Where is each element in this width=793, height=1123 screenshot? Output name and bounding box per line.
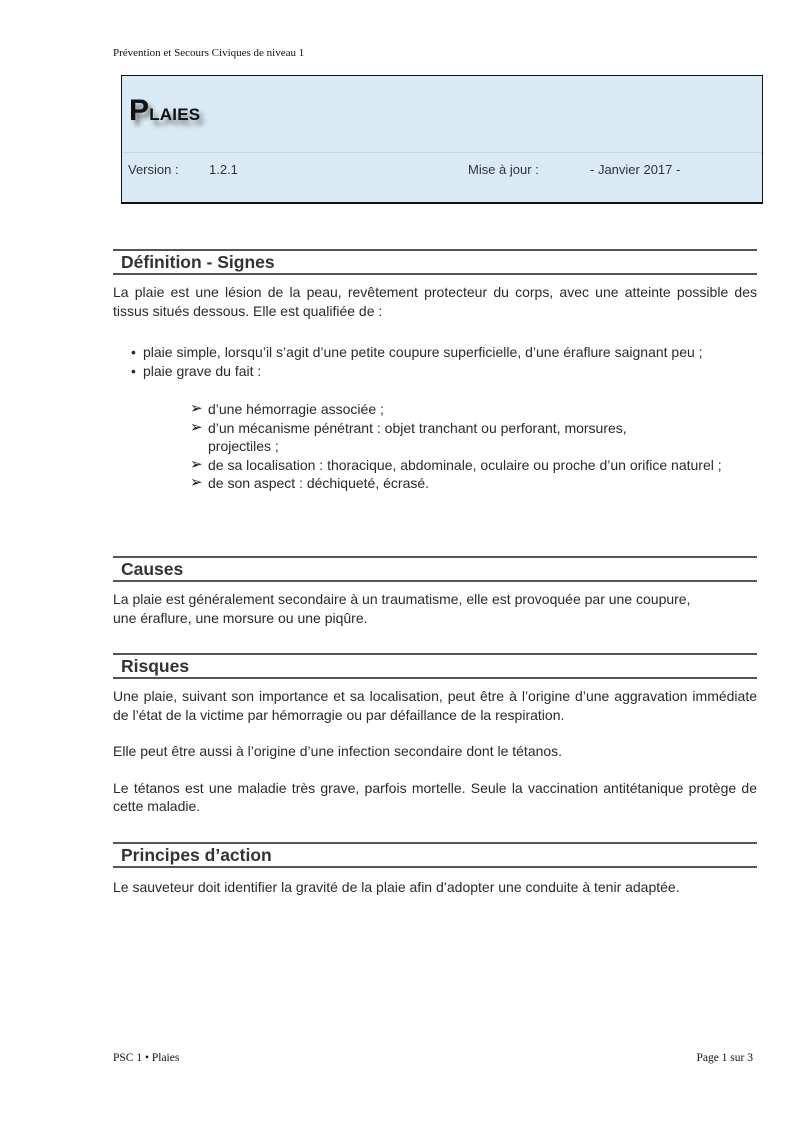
list-item: • plaie grave du fait : (131, 362, 262, 379)
arrow-bullet-icon: ➢ (190, 400, 203, 417)
definition-sub-bullet-list (113, 400, 757, 493)
section-heading-principes: Principes d’action (113, 842, 757, 868)
page-title-rest: laies (149, 99, 201, 126)
risques-paragraph-2: Elle peut être aussi à l’origine d’une infection secondaire dont le tétanos. (113, 743, 563, 759)
update-label: Mise à jour : (468, 162, 539, 177)
title-box (121, 75, 763, 204)
definition-intro: La plaie est une lésion de la peau, revêtement protecteur du corps, avec une atteinte possible des tissus situés dessous. Elle est qualifiée de : (113, 284, 757, 319)
update-value: - Janvier 2017 - (590, 162, 681, 177)
definition-bullet-list (113, 343, 757, 380)
page-title-initial: P (129, 94, 150, 127)
causes-text: La plaie est généralement secondaire à un traumatisme, elle est provoquée par une coupure, une éraflure, une morsure ou une piqûre. (113, 591, 691, 626)
section-heading-causes: Causes (113, 556, 757, 582)
version-value: 1.2.1 (209, 162, 238, 177)
footer-left: PSC 1 • Plaies (113, 1052, 180, 1064)
section-heading-risques: Risques (113, 653, 757, 679)
section-causes (113, 556, 757, 627)
title-box-divider (122, 152, 762, 153)
list-item: ➢ d’un mécanisme pénétrant : objet tranchant ou perforant, morsures, projectiles ; (190, 418, 627, 454)
section-definition (113, 249, 757, 493)
risques-paragraph-1: Une plaie, suivant son importance et sa localisation, peut être à l’origine d’une aggravation immédiate de l’état de la victime par hémorragie ou par défaillance de la respiration. (113, 688, 757, 723)
risques-paragraph-3: Le tétanos est une maladie très grave, parfois mortelle. Seule la vaccination antitétanique protège de cette maladie. (113, 779, 757, 814)
list-item: ➢ de son aspect : déchiqueté, écrasé. (190, 474, 430, 491)
arrow-bullet-icon: ➢ (190, 455, 203, 473)
list-item: • plaie simple, lorsqu’il s’agit d’une petite coupure superficielle, d’une éraflure saignant peu ; (131, 344, 703, 360)
running-header: Prévention et Secours Civiques de niveau 1 (113, 47, 305, 59)
section-heading-definition: Définition - Signes (113, 249, 757, 275)
principes-text: Le sauveteur doit identifier la gravité de la plaie afin d’adopter une conduite à tenir adaptée. (113, 879, 680, 895)
arrow-bullet-icon: ➢ (190, 418, 203, 436)
version-label: Version : (128, 162, 179, 177)
page-title (129, 94, 200, 128)
list-item: ➢ de sa localisation : thoracique, abdominale, oculaire ou proche d’un orifice naturel ; (190, 455, 722, 473)
section-principes (113, 842, 757, 897)
section-risques (113, 653, 757, 816)
list-item: ➢ d’une hémorragie associée ; (190, 400, 384, 417)
page-number: Page 1 sur 3 (696, 1052, 753, 1064)
arrow-bullet-icon: ➢ (190, 474, 203, 491)
